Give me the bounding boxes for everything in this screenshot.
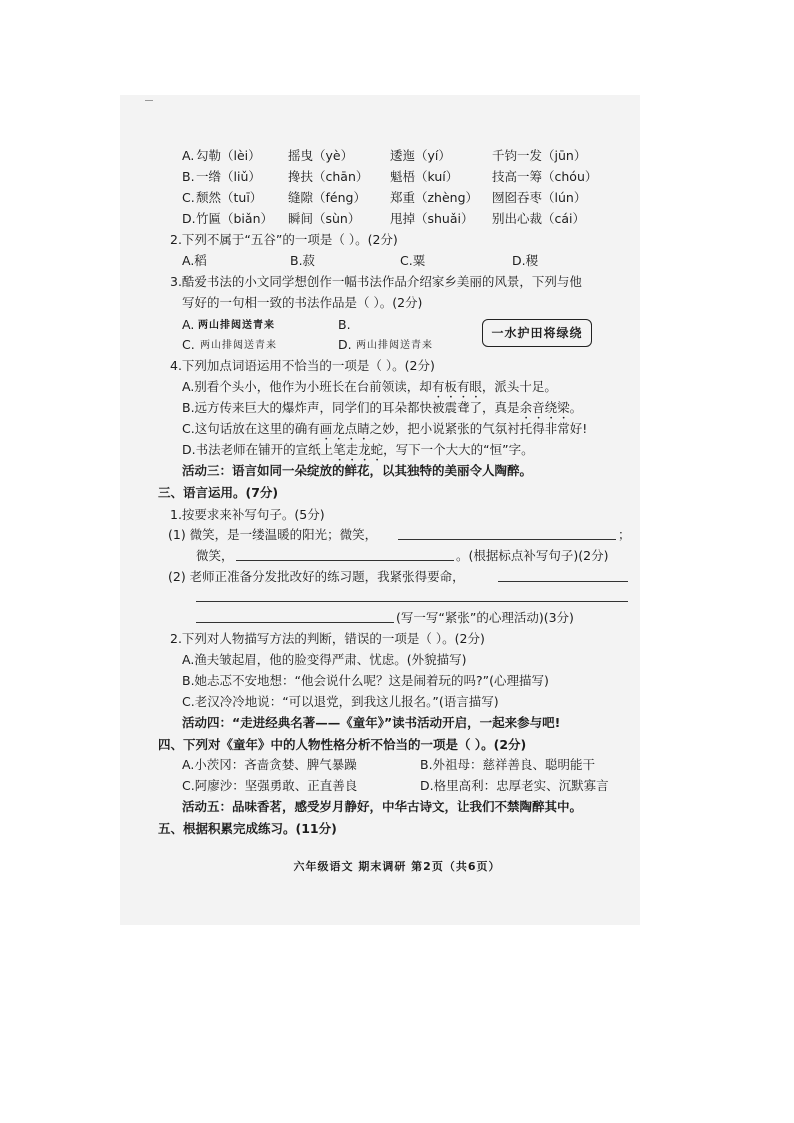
q3-option-a-calligraphy: 两山排闼送青来: [198, 320, 275, 331]
q4-option-c: C.这句话放在这里的确有画龙点睛之妙，把小说紧张的气氛衬托得非常好!: [182, 421, 588, 436]
answer-line[interactable]: [498, 581, 628, 582]
s3-q1-1-note: 。(根据标点补写句子)(2分): [456, 548, 609, 563]
q4-option-d: D.书法老师在铺开的宣纸上笔走龙蛇，写下一个大大的“恒”字。: [182, 442, 534, 457]
q4-stem: 4.下列加点词语运用不恰当的一项是（ ）。(2分): [170, 358, 435, 373]
s4-option-c: C.阿廖沙：坚强勇敢、正直善良: [182, 778, 358, 793]
s4-option-a: A.小茨冈：吝啬贪婪、脾气暴躁: [182, 757, 357, 772]
s3-q2-option-a: A.渔夫皱起眉，他的脸变得严肃、忧虑。(外貌描写): [182, 652, 467, 667]
s4-option-b: B.外祖母：慈祥善良、聪明能干: [420, 757, 596, 772]
section-5-title: 五、根据积累完成练习。(11分): [158, 821, 337, 836]
answer-line[interactable]: [196, 601, 628, 602]
q3-stem-line1: 3.酷爱书法的小文同学想创作一幅书法作品介绍家乡美丽的风景，下列与他: [170, 274, 582, 289]
q2-option-a: A.稻: [182, 253, 207, 268]
q3-option-b: B.: [338, 317, 351, 332]
answer-line[interactable]: [236, 560, 454, 561]
q3-stem-line2: 写好的一句相一致的书法作品是（ ）。(2分): [182, 295, 423, 310]
q4-option-a: A.别看个头小，他作为小班长在台前领读，却有板有眼，派头十足。: [182, 379, 557, 394]
section-3-q1: 1.按要求来补写句子。(5分): [170, 507, 325, 522]
q2-option-d: D.稷: [512, 253, 539, 268]
q2-stem: 2.下列不属于“五谷”的一项是（ ）。(2分): [170, 232, 398, 247]
s3-q1-1-semicolon: ；: [618, 527, 631, 542]
section-3-title: 三、语言运用。(7分): [158, 485, 279, 500]
s3-q1-2-line1: (2) 老师正准备分发批改好的练习题，我紧张得要命，: [168, 569, 465, 584]
section-4-title: 四、下列对《童年》中的人物性格分析不恰当的一项是（ ）。(2分): [158, 737, 527, 752]
s3-q2-option-b: B.她忐忑不安地想：“他会说什么呢？这是闹着玩的吗?”(心理描写): [182, 673, 549, 688]
s3-q1-2-note: (写一写“紧张”的心理活动)(3分): [396, 610, 574, 625]
q2-option-b: B.菽: [290, 253, 316, 268]
section-3-q2: 2.下列对人物描写方法的判断，错误的一项是（ ）。(2分): [170, 631, 485, 646]
s3-q2-option-c: C.老汉冷冷地说：“可以退党，到我这儿报名。”(语言描写): [182, 694, 499, 709]
s3-q1-1-line1: (1) 微笑，是一缕温暖的阳光；微笑，: [168, 527, 378, 542]
activity-4: 活动四：“走进经典名著——《童年》”读书活动开启，一起来参与吧!: [182, 715, 561, 730]
q3-option-a: A. 两山排闼送青来: [182, 316, 194, 334]
q2-option-c: C.粟: [400, 253, 426, 268]
scan-mark: [145, 100, 153, 101]
s4-option-d: D.格里高利：忠厚老实、沉默寡言: [420, 778, 609, 793]
answer-line[interactable]: [196, 622, 394, 623]
q3-sample-calligraphy: 一水护田将绿绕: [482, 319, 592, 347]
q4-option-b: B.远方传来巨大的爆炸声，同学们的耳朵都快被震聋了，真是余音绕梁。: [182, 400, 583, 415]
q3-option-d-calligraphy: 两山排闼送青来: [356, 340, 433, 351]
q3-option-d: D. 两山排闼送青来: [338, 336, 352, 354]
activity-3: 活动三：语言如同一朵绽放的鲜花，以其独特的美丽令人陶醉。: [182, 463, 533, 478]
q3-option-c: C. 两山排闼送青来: [182, 336, 195, 354]
q3-option-c-calligraphy: 两山排闼送青来: [200, 340, 277, 351]
answer-line[interactable]: [398, 539, 616, 540]
activity-5: 活动五：品味香茗，感受岁月静好，中华古诗文，让我们不禁陶醉其中。: [182, 799, 583, 814]
page-footer: 六年级语文 期末调研 第2页（共6页）: [293, 860, 501, 873]
s3-q1-1-line2: 微笑，: [196, 548, 234, 563]
